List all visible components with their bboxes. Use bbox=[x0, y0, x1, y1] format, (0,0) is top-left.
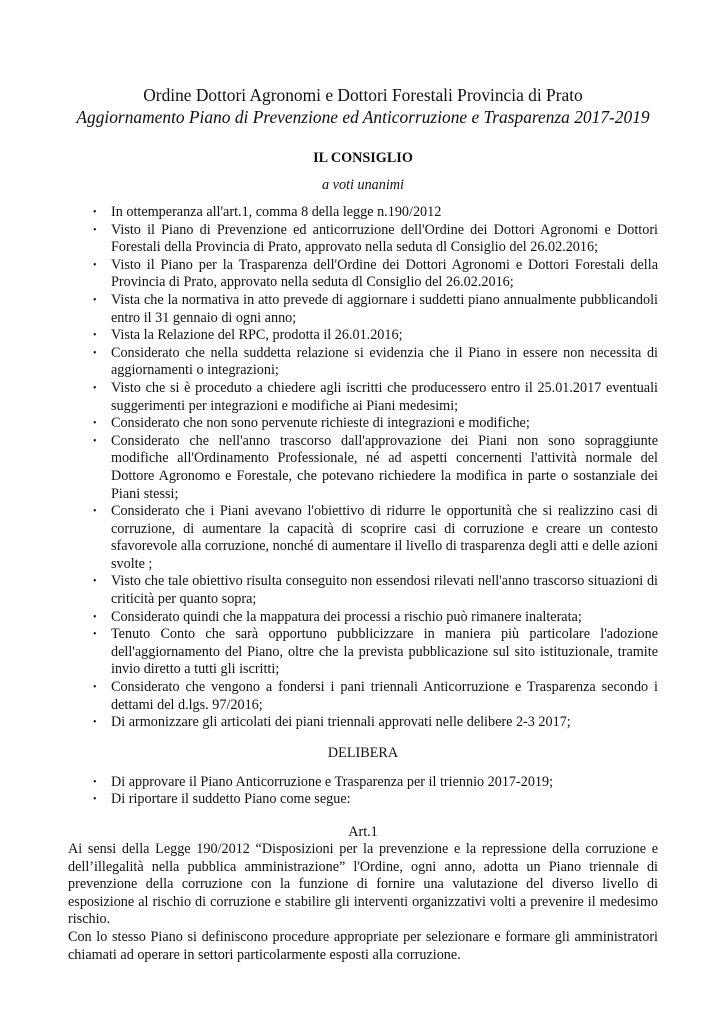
bullet-icon: • bbox=[93, 347, 97, 359]
list-item-text: In ottemperanza all'art.1, comma 8 della legge n.190/2012 bbox=[111, 204, 442, 220]
list-item-text: Tenuto Conto che sarà opportuno pubblicizzare in maniera più particolare l'adozione dell'aggiornamento del Piano, oltre che la prevista pubblicazione sul sito istituzionale, tramite invio diretto a tutti gli iscritti; bbox=[111, 626, 658, 678]
list-item bbox=[68, 204, 658, 222]
list-item-text: Di approvare il Piano Anticorruzione e Trasparenza per il triennio 2017-2019; bbox=[111, 773, 554, 790]
bullet-icon: • bbox=[93, 259, 97, 271]
article-paragraph: Con lo stesso Piano si definiscono procedure appropriate per selezionare e formare gli amministratori chiamati ad operare in settori particolarmente esposti alla corruzione. bbox=[68, 928, 658, 963]
delibera-heading: DELIBERA bbox=[327, 744, 399, 761]
list-item-text: Considerato che i Piani avevano l'obiettivo di ridurre le opportunità che si realizzino casi di corruzione, di aumentare la capacità di scoprire casi di corruzione e creare un contesto sfavorevole alla corruzione, nonché di aumentare il livello di trasparenza degli atti e delle azioni svolte ; bbox=[111, 503, 658, 572]
bullet-icon: • bbox=[93, 776, 97, 788]
bullet-icon: • bbox=[93, 382, 97, 394]
document-page bbox=[68, 84, 658, 964]
list-item-text: Visto il Piano di Prevenzione ed anticorruzione dell'Ordine dei Dottori Agronomi e Dottori Forestali della Provincia di Prato, approvato nella seduta dl Consiglio del 26.02.2016; bbox=[111, 221, 658, 256]
bullet-icon: • bbox=[93, 611, 97, 623]
list-item-text: Considerato che nell'anno trascorso dall'approvazione dei Piani non sono sopraggiunte modifiche all'Ordinamento Professionale, né ad aspetti concernenti l'attività normale del Dottore Agronomo e Forestale, che potevano richiedere la modifica in parte o sostanziale dei Piani stessi; bbox=[111, 432, 658, 502]
list-item-text: Visto il Piano per la Trasparenza dell'Ordine dei Dottori Agronomi e Dottori Forestali della Provincia di Prato, approvato nella seduta dl Consiglio del 26.02.2016; bbox=[111, 256, 658, 291]
list-item-text: Considerato quindi che la mappatura dei processi a rischio può rimanere inalterata; bbox=[111, 608, 582, 625]
list-item-text: Di armonizzare gli articolati dei piani triennali approvati nelle delibere 2-3 2017; bbox=[111, 714, 571, 731]
list-item-text: Considerato che non sono pervenute richieste di integrazioni e modifiche; bbox=[111, 415, 530, 432]
bullet-icon: • bbox=[93, 330, 97, 342]
bullet-icon: • bbox=[93, 207, 97, 218]
list-item bbox=[68, 503, 658, 573]
list-item bbox=[68, 609, 658, 627]
list-item-text: Considerato che nella suddetta relazione si evidenzia che il Piano in essere non necessita di aggiornamenti o integrazioni; bbox=[111, 344, 658, 379]
bullet-icon: • bbox=[93, 576, 97, 588]
article-title: Art.1 bbox=[348, 824, 378, 840]
list-item bbox=[68, 626, 658, 679]
list-item bbox=[68, 292, 658, 327]
list-item bbox=[68, 345, 658, 380]
list-item bbox=[68, 774, 658, 792]
bullet-icon: • bbox=[93, 629, 97, 641]
list-item bbox=[68, 380, 658, 415]
list-item bbox=[68, 714, 658, 732]
list-item bbox=[68, 222, 658, 257]
list-item bbox=[68, 327, 658, 345]
list-item-text: Vista la Relazione del RPC, prodotta il 26.01.2016; bbox=[111, 327, 403, 344]
document-title: Ordine Dottori Agronomi e Dottori Forestali Provincia di Prato bbox=[143, 85, 583, 105]
bullet-icon: • bbox=[93, 435, 97, 447]
list-item bbox=[68, 679, 658, 714]
vote-note: a voti unanimi bbox=[322, 177, 404, 193]
decisions-list bbox=[68, 774, 658, 809]
document-subtitle: Aggiornamento Piano di Prevenzione ed Anticorruzione e Trasparenza 2017-2019 bbox=[76, 107, 650, 127]
bullet-icon: • bbox=[93, 682, 97, 694]
bullet-icon: • bbox=[93, 506, 97, 518]
article-paragraph: Ai sensi della Legge 190/2012 “Disposizioni per la prevenzione e la repressione della corruzione e dell’illegalità nella pubblica amministrazione” l'Ordine, ogni anno, adotta un Piano triennale di prevenzione della corruzione con la funzione di fornire una valutazione del diverso livello di esposizione al rischio di corruzione e stabilire gli interventi organizzativi volti a prevenire il medesimo rischio. bbox=[68, 841, 658, 928]
list-item bbox=[68, 433, 658, 503]
bullet-icon: • bbox=[93, 294, 97, 306]
list-item bbox=[68, 257, 658, 292]
bullet-icon: • bbox=[93, 418, 97, 430]
bullet-icon: • bbox=[93, 224, 97, 236]
list-item bbox=[68, 415, 658, 433]
premises-list bbox=[68, 204, 658, 732]
list-item-text: Considerato che vengono a fondersi i pani triennali Anticorruzione e Trasparenza secondo i dettami del d.lgs. 97/2016; bbox=[111, 679, 658, 713]
list-item-text: Visto che si è proceduto a chiedere agli iscritti che producessero entro il 25.01.2017 eventuali suggerimenti per integrazioni e modifiche ai Piani medesimi; bbox=[111, 379, 658, 414]
council-heading: IL CONSIGLIO bbox=[313, 150, 413, 166]
bullet-icon: • bbox=[93, 794, 97, 806]
list-item-text: Vista che la normativa in atto prevede di aggiornare i suddetti piano annualmente pubblicandoli entro il 31 gennaio di ogni anno; bbox=[111, 291, 658, 326]
list-item-text: Visto che tale obiettivo risulta conseguito non essendosi rilevati nell'anno trascorso situazioni di criticità per quanto sopra; bbox=[111, 573, 658, 608]
bullet-icon: • bbox=[93, 717, 97, 729]
list-item bbox=[68, 791, 658, 809]
list-item bbox=[68, 573, 658, 608]
list-item-text: Di riportare il suddetto Piano come segue: bbox=[111, 791, 351, 808]
